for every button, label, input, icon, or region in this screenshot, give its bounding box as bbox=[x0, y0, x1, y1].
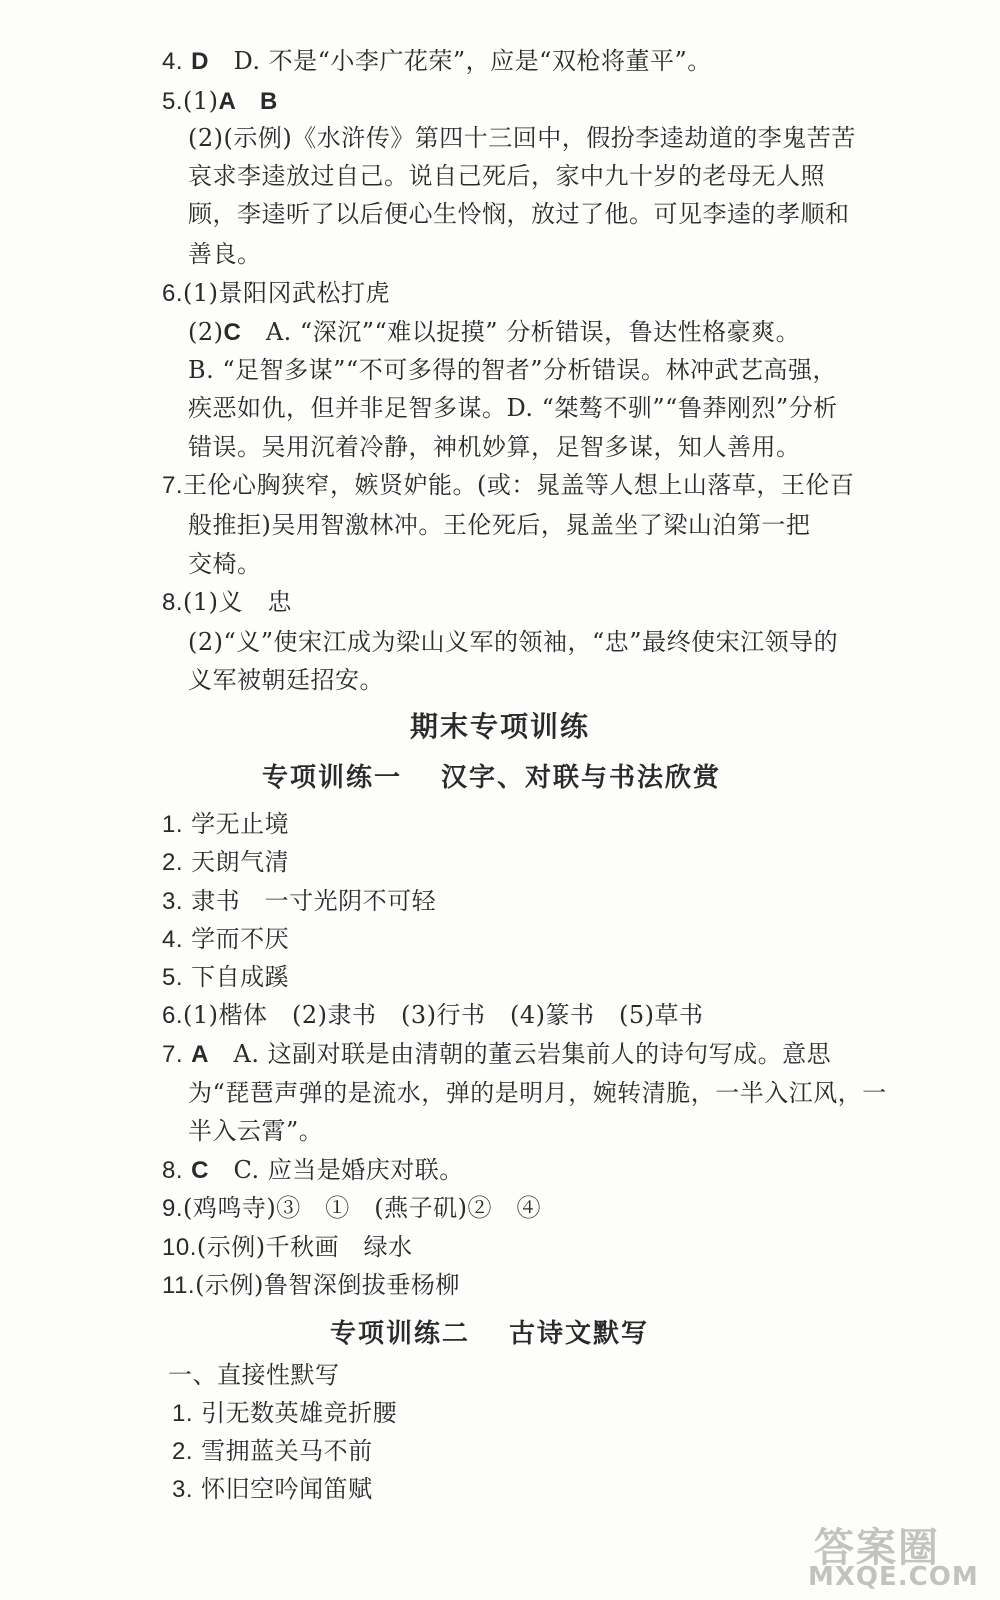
answer-text: (示例)鲁智深倒拔垂杨柳 bbox=[195, 1271, 460, 1299]
answer-choice: A bbox=[191, 1041, 209, 1068]
answer-line bbox=[172, 1434, 373, 1469]
sub-label: (2) bbox=[188, 318, 224, 346]
answer-text: 隶书 一寸光阴不可轻 bbox=[191, 887, 437, 915]
answer-line bbox=[162, 1191, 541, 1226]
answer-line bbox=[162, 1268, 460, 1303]
answer-text: 怀旧空吟闻笛赋 bbox=[201, 1475, 373, 1503]
item-number: 2. bbox=[162, 849, 184, 876]
answer-line bbox=[162, 845, 289, 880]
answer-line: 义军被朝廷招安。 bbox=[188, 666, 384, 694]
answer-line bbox=[162, 884, 436, 919]
answer-text: (1)义 忠 bbox=[183, 588, 293, 616]
answer-text: (示例)千秋画 绿水 bbox=[196, 1233, 413, 1261]
item-number: 9. bbox=[162, 1195, 184, 1222]
answer-line bbox=[162, 276, 390, 311]
answer-line bbox=[162, 585, 292, 620]
answer-line: 善良。 bbox=[188, 240, 262, 268]
answer-choice: C bbox=[191, 1157, 209, 1184]
answer-line bbox=[162, 44, 712, 79]
answer-line bbox=[188, 315, 800, 350]
answer-line: 哀求李逵放过自己。说自己死后，家中九十岁的老母无人照 bbox=[188, 162, 825, 190]
answer-line bbox=[162, 960, 289, 995]
answer-line bbox=[172, 1472, 373, 1507]
item-number: 3. bbox=[172, 1476, 194, 1503]
answer-text: 天朗气清 bbox=[191, 848, 290, 876]
answer-line: 交椅。 bbox=[188, 550, 262, 578]
item-number: 11. bbox=[162, 1272, 196, 1299]
answer-text: (1)楷体 (2)隶书 (3)行书 (4)篆书 (5)草书 bbox=[183, 1001, 704, 1029]
answer-line: (2)(示例)《水浒传》第四十三回中，假扮李逵劫道的李鬼苦苦 bbox=[188, 124, 856, 152]
item-number: 7. bbox=[162, 1041, 184, 1068]
answer-line: (2)“义”使宋江成为梁山义军的领袖，“忠”最终使宋江领导的 bbox=[188, 628, 839, 656]
answer-line: B. “足智多谋”“不可多得的智者”分析错误。林冲武艺高强， bbox=[188, 356, 837, 384]
item-number: 3. bbox=[162, 888, 184, 915]
answer-line: 疾恶如仇，但并非足智多谋。D. “桀骜不驯”“鲁莽刚烈”分析 bbox=[188, 394, 838, 422]
answer-text: 学而不厌 bbox=[191, 925, 290, 953]
item-number: 4. bbox=[162, 926, 184, 953]
answer-line bbox=[162, 922, 289, 957]
answer-line: 为“琵琶声弹的是流水，弹的是明月，婉转清脆，一半入江风，一 bbox=[188, 1079, 887, 1107]
answer-line bbox=[172, 1396, 397, 1431]
item-number: 6. bbox=[162, 1002, 184, 1029]
answer-line bbox=[162, 998, 704, 1033]
item-number: 1. bbox=[172, 1400, 194, 1427]
answer-line: 顾，李逵听了以后便心生怜悯，放过了他。可见李逵的孝顺和 bbox=[188, 200, 850, 228]
answer-text: 下自成蹊 bbox=[191, 963, 290, 991]
page-heading: 期末专项训练 bbox=[409, 710, 590, 743]
item-number: 10. bbox=[162, 1234, 197, 1261]
answer-line: 错误。吴用沉着冷静，神机妙算，足智多谋，知人善用。 bbox=[188, 433, 801, 461]
item-number: 5. bbox=[162, 964, 184, 991]
item-number: 8. bbox=[162, 1157, 184, 1184]
sub-label: (1) bbox=[183, 87, 219, 115]
answer-line: 一、直接性默写 bbox=[168, 1361, 340, 1389]
answer-line bbox=[162, 84, 278, 119]
answer-choice: C bbox=[223, 319, 242, 346]
answer-line: 般推拒)吴用智激林冲。王伦死后，晁盖坐了梁山泊第一把 bbox=[188, 511, 811, 539]
answer-line bbox=[162, 1037, 831, 1072]
item-number: 7. bbox=[162, 472, 184, 499]
item-number: 1. bbox=[162, 811, 184, 838]
answer-choice: A B bbox=[218, 88, 278, 115]
answer-text: C. 应当是婚庆对联。 bbox=[233, 1156, 464, 1184]
answer-line bbox=[162, 1230, 413, 1265]
answer-line bbox=[162, 1153, 464, 1188]
answer-text: 学无止境 bbox=[191, 810, 290, 838]
section-title: 专项训练二 古诗文默写 bbox=[330, 1319, 650, 1349]
item-number: 4. bbox=[162, 48, 184, 75]
answer-line: 半入云霄”。 bbox=[188, 1117, 324, 1145]
watermark-text: 答案圈 bbox=[814, 1525, 940, 1571]
item-number: 5. bbox=[162, 88, 184, 115]
item-number: 2. bbox=[172, 1438, 194, 1465]
answer-text: D. 不是“小李广花荣”，应是“双枪将董平”。 bbox=[233, 47, 712, 75]
answer-text: 王伦心胸狭窄，嫉贤妒能。(或：晁盖等人想上山落草，王伦百 bbox=[183, 471, 855, 499]
answer-text: 引无数英雄竞折腰 bbox=[201, 1399, 398, 1427]
watermark-logo bbox=[804, 1516, 979, 1594]
section-title: 专项训练一 汉字、对联与书法欣赏 bbox=[262, 763, 722, 793]
watermark-url: MXQE.COM bbox=[808, 1562, 979, 1592]
answer-line bbox=[162, 807, 289, 842]
answer-text: (1)景阳冈武松打虎 bbox=[183, 279, 391, 307]
answer-text: A. “深沉”“难以捉摸” 分析错误，鲁达性格豪爽。 bbox=[265, 318, 801, 346]
item-number: 6. bbox=[162, 280, 184, 307]
answer-text: (鸡鸣寺)③ ① (燕子矶)② ④ bbox=[183, 1194, 541, 1222]
answer-choice: D bbox=[191, 48, 209, 75]
answer-text: 雪拥蓝关马不前 bbox=[201, 1437, 373, 1465]
answer-line bbox=[162, 468, 854, 503]
answer-text: A. 这副对联是由清朝的董云岩集前人的诗句写成。意思 bbox=[233, 1040, 832, 1068]
item-number: 8. bbox=[162, 589, 184, 616]
